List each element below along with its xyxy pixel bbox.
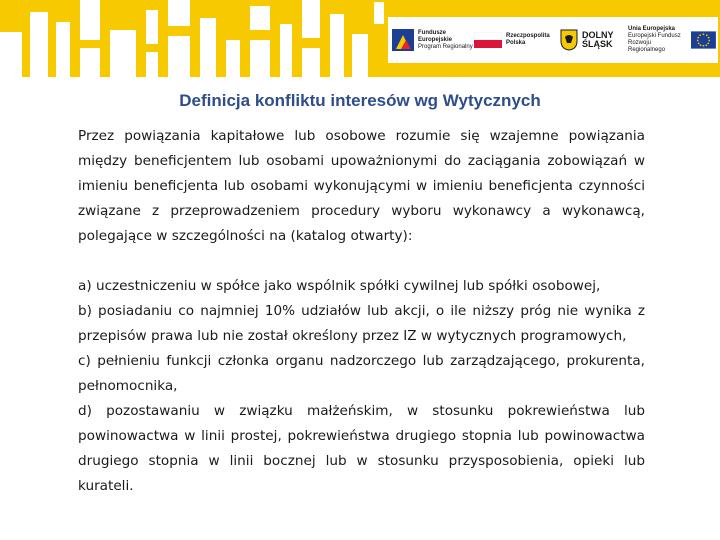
logo-dolny-slask (560, 17, 628, 63)
logo-unia-europejska (628, 17, 716, 63)
fe-line3: Program Regionalny (418, 43, 473, 50)
polish-flag-icon (474, 32, 502, 48)
logo-rzeczpospolita-polska (474, 17, 560, 63)
intro-paragraph: Przez powiązania kapitałowe lub osobowe rozumie się wzajemne powiązania między beneficjentem lub osobami upoważnionymi do zaciągania zobowiązań w imieniu beneficjenta lub osobami wykonującymi w imieniu beneficjenta czynności związane z przeprowadzeniem procedury wyboru wykonawcy a wykonawcą, polegające w szczególności na (katalog otwarty): (78, 128, 645, 244)
ue-line1: Unia Europejska (628, 26, 676, 32)
ue-line2: Europejski Fundusz (628, 33, 681, 39)
ds-line1: DOLNY (582, 30, 614, 40)
logo-fundusze-europejskie (392, 17, 474, 63)
fe-line1: Fundusze (418, 29, 446, 36)
slide-title: Definicja konfliktu interesów wg Wytycznych (179, 91, 541, 110)
fe-line2: Europejskie (418, 36, 453, 43)
ue-line3: Rozwoju Regionalnego (628, 40, 666, 53)
fundusze-europejskie-icon (392, 29, 414, 51)
rp-line2: Polska (506, 40, 526, 46)
list-item: d) pozostawaniu w związku małżeńskim, w stosunku pokrewieństwa lub powinowactwa w linii prostej, pokrewieństwa drugiego stopnia lub powinowactwa drugiego stopnia w linii bocznej lub w stosunku przysposobienia, opieki lub kurateli. (78, 403, 645, 494)
list-item: c) pełnieniu funkcji członka organu nadzorczego lub zarządzającego, prokurenta, pełnomocnika, (78, 353, 645, 394)
logo-strip (388, 17, 718, 63)
rp-line1: Rzeczpospolita (506, 33, 550, 39)
list-item: a) uczestniczeniu w spółce jako wspólnik spółki cywilnej lub spółki osobowej, (78, 278, 601, 294)
relations-list (78, 274, 645, 499)
ds-line2: ŚLĄSK (582, 39, 613, 49)
list-item: b) posiadaniu co najmniej 10% udziałów lub akcji, o ile niższy próg nie wynika z przepisów prawa lub nie został określony przez IZ w wytycznych programowych, (78, 303, 645, 344)
eu-flag-icon (691, 31, 716, 49)
coat-of-arms-icon (560, 29, 578, 51)
header-band (0, 0, 720, 77)
